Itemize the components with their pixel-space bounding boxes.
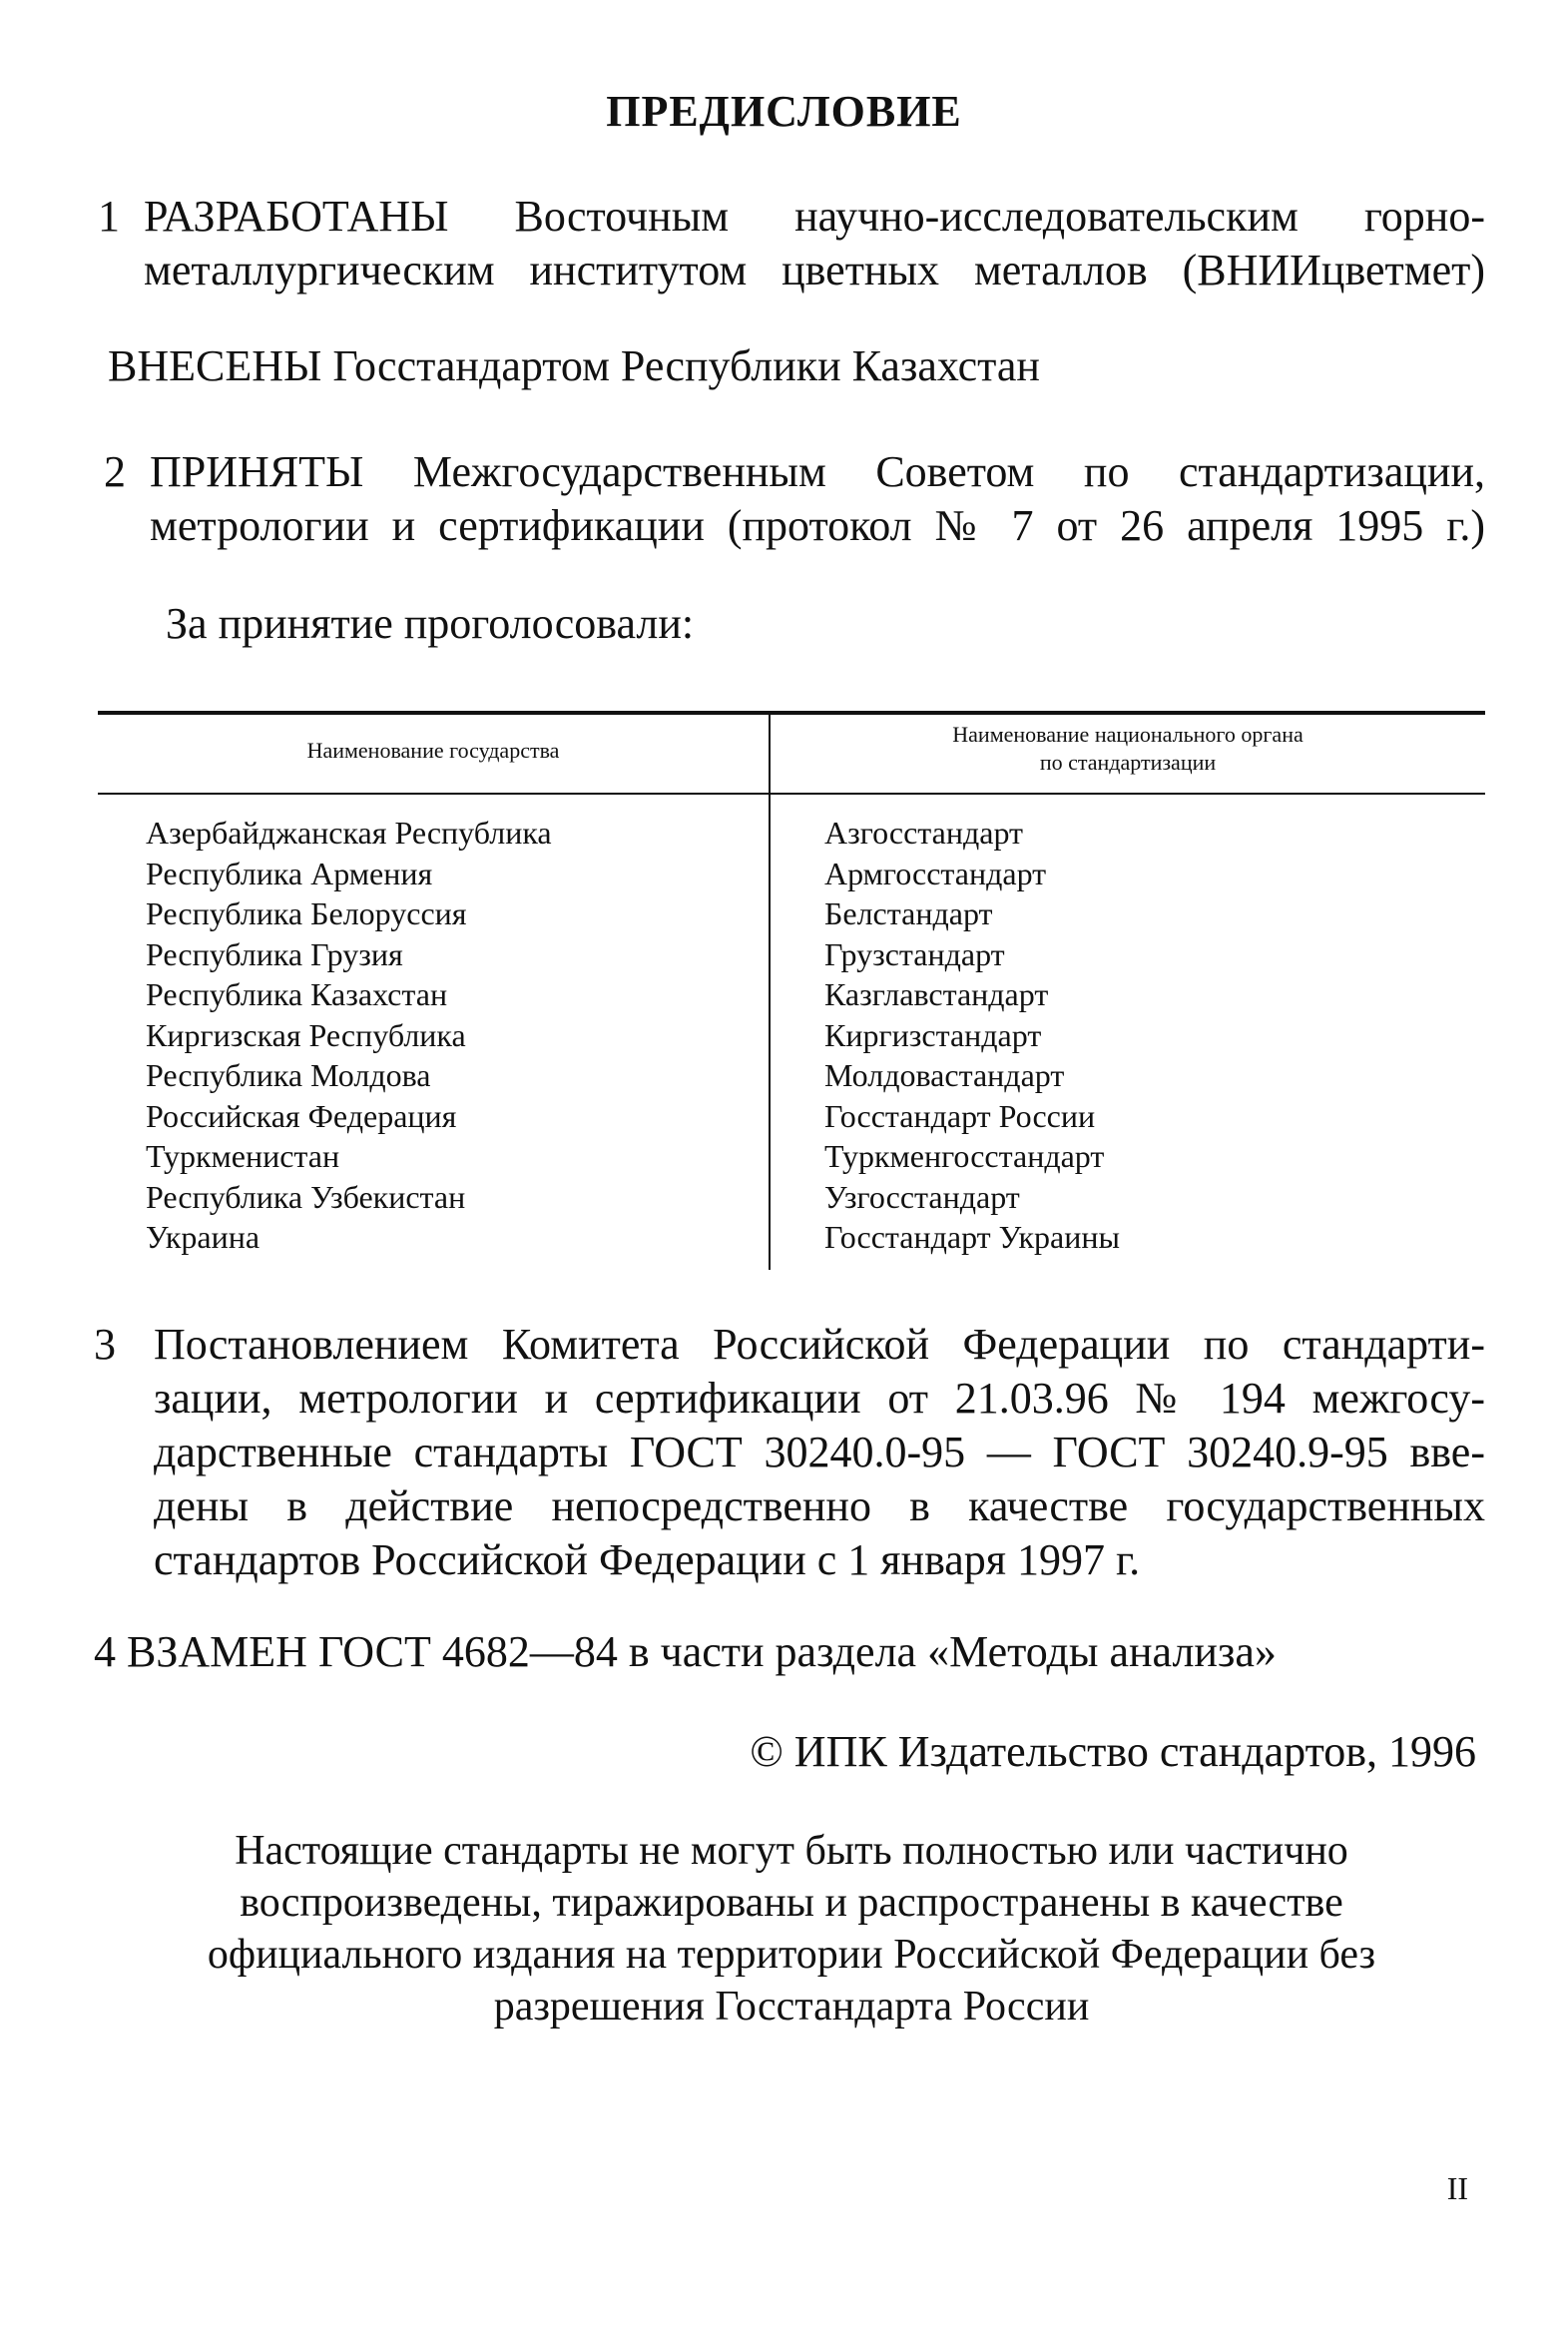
state-name: Республика Армения (146, 855, 433, 891)
standards-body-name: Госстандарт Украины (824, 1219, 1120, 1255)
table-column-separator (769, 711, 771, 1270)
voted-for-label: За принятие проголосовали: (166, 599, 695, 648)
voting-table (98, 711, 1485, 1270)
state-name: Республика Узбекистан (146, 1178, 466, 1215)
notice-line-3: официального издания на территории Российской Федерации без (207, 1932, 1376, 1978)
item-3-line-5: стандартов Российской Федерации с 1 января 1997 г. (154, 1535, 1141, 1584)
table-top-rule (98, 711, 1485, 715)
item-4-number: 4 (94, 1627, 116, 1676)
item-4-text: ВЗАМЕН ГОСТ 4682—84 в части раздела «Методы анализа» (127, 1627, 1277, 1676)
item-3-line-2: зации, метрологии и сертификации от 21.03.96 № 194 межгосу- (154, 1374, 1485, 1423)
reproduction-notice (98, 1825, 1485, 2033)
state-name: Киргизская Республика (146, 1016, 466, 1053)
column-header-body-line-1: Наименование национального органа (952, 722, 1304, 747)
standards-body-name: Армгосстандарт (824, 855, 1047, 891)
standards-body-name: Киргизстандарт (824, 1016, 1042, 1053)
notice-line-4: разрешения Госстандарта России (493, 1984, 1090, 2030)
item-2-number: 2 (104, 447, 126, 496)
item-1-line-1: РАЗРАБОТАНЫ Восточным научно-исследовательским горно- (144, 192, 1485, 241)
table-header-rule (98, 793, 1485, 795)
item-1-number: 1 (98, 192, 120, 241)
standards-body-name: Узгосстандарт (824, 1178, 1020, 1215)
state-name: Российская Федерация (146, 1097, 457, 1134)
state-name: Республика Белоруссия (146, 895, 467, 931)
standards-body-name: Казглавстандарт (824, 976, 1049, 1012)
state-name: Республика Казахстан (146, 976, 448, 1012)
standards-body-name: Грузстандарт (824, 935, 1005, 972)
standards-body-name: Туркменгосстандарт (824, 1138, 1105, 1174)
column-header-standards-body (771, 721, 1485, 777)
state-list (146, 813, 552, 1258)
standards-body-name: Госстандарт России (824, 1097, 1096, 1134)
state-name: Республика Молдова (146, 1057, 431, 1093)
standards-body-name: Белстандарт (824, 895, 993, 931)
item-3-number: 3 (94, 1320, 116, 1369)
standards-body-name: Молдовастандарт (824, 1057, 1065, 1093)
item-3-line-1: Постановлением Комитета Российской Федерации по стандарти- (154, 1320, 1485, 1369)
item-2-line-2: метрологии и сертификации (протокол № 7 от 26 апреля 1995 г.) (150, 501, 1485, 550)
item-3-line-4: дены в действие непосредственно в качестве государственных (154, 1481, 1485, 1530)
introduced-by: ВНЕСЕНЫ Госстандартом Республики Казахстан (108, 341, 1040, 390)
notice-line-2: воспроизведены, тиражированы и распространены в качестве (240, 1880, 1343, 1926)
state-name: Республика Грузия (146, 935, 403, 972)
page-title: ПРЕДИСЛОВИЕ (606, 87, 962, 136)
item-3-line-3: дарственные стандарты ГОСТ 30240.0-95 — ГОСТ 30240.9-95 вве- (154, 1428, 1485, 1476)
item-1-developed (98, 190, 1485, 297)
state-name: Украина (146, 1219, 261, 1255)
copyright-line: © ИПК Издательство стандартов, 1996 (750, 1727, 1476, 1776)
standards-body-list (824, 813, 1120, 1258)
standards-body-name: Азгосстандарт (824, 815, 1024, 851)
item-2-adopted (104, 445, 1485, 553)
state-name: Азербайджанская Республика (146, 815, 552, 851)
page-number: II (1446, 2170, 1468, 2206)
column-header-state: Наименование государства (306, 738, 560, 763)
column-header-body-line-2: по стандартизации (1039, 750, 1217, 775)
item-3-resolution (94, 1318, 1485, 1587)
item-2-line-1: ПРИНЯТЫ Межгосударственным Советом по стандартизации, (150, 447, 1485, 496)
notice-line-1: Настоящие стандарты не могут быть полностью или частично (235, 1828, 1348, 1874)
item-1-line-2: металлургическим институтом цветных металлов (ВНИИцветмет) (144, 246, 1485, 294)
item-4-replaces (94, 1625, 1277, 1679)
state-name: Туркменистан (146, 1138, 340, 1174)
